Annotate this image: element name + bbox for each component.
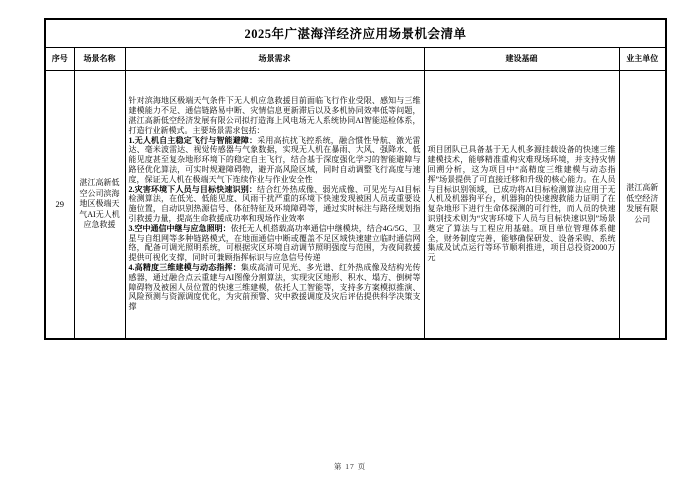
column-header-scenario-demand: 场景需求 (125, 47, 424, 70)
demand-item-4 (129, 263, 421, 312)
cell-scenario-demand (125, 70, 424, 339)
demand-item-1-label: 1.无人机自主稳定飞行与智能避障： (128, 135, 258, 145)
demand-intro: 针对滨海地区极端天气条件下无人机应急救援目前面临飞行作业受限、感知与三维建模能力不足、通信链路易中断、灾情信息更新滞后以及多机协同效率低等问题，湛江高新低空经济发展有限公司拟打造海上风电场无人系统协同AI智能巡检体系，打造行业新模式。主要场景需求包括： (128, 96, 421, 135)
table-header-row (45, 47, 666, 70)
cell-foundation (424, 70, 619, 339)
demand-item-1 (129, 136, 421, 185)
foundation-text: 项目团队已具备基于无人机多源挂载设备的快速三维建模技术，能够精准重构灾难现场环境，并支持灾情回溯分析，这为项目中“高精度三维建模与动态指挥”场景提供了可直接迁移和升级的核心能力。在人员与目标识别领域，已成功将AI目标检测算法应用于无人机及机器狗平台，机器狗的快速搜救能力证明了在复杂地形下进行生命体探测的可行性，而人员的快速识别技术则为“灾害环境下人员与目标快速识别”场景奠定了算法与工程应用基础。项目单位管理体系健全，财务制度完善，能够确保研发、设备采购、系统集成及试点运行等环节顺利推进，项目总投资2000万元 (427, 145, 616, 263)
cell-scenario-name: 湛江高新低空公司滨海地区极端天气AI无人机应急救援 (74, 70, 125, 339)
cell-owner-unit: 湛江高新低空经济发展有限公司 (619, 70, 666, 339)
page-number: 第 17 页 (333, 462, 367, 471)
demand-item-2 (129, 185, 421, 224)
column-header-owner: 业主单位 (619, 47, 666, 70)
demand-item-3-label: 3.空中通信中继与应急照明： (128, 223, 231, 233)
demand-item-4-label: 4.高精度三维建模与动态指挥： (128, 263, 241, 273)
column-header-index: 序号 (45, 47, 74, 70)
demand-item-1-text: 采用高抗扰飞控系统，融合惯性导航、激光雷达、毫米波雷达、视觉传感器与气象数据，实现无人机在暴雨、大风、强降水、低能见度甚至复杂地形环境下的稳定自主飞行，结合基于深度强化学习的智能避障与路径优化算法，可实时规避障碍物，避开高风险区域，同时自动调整飞行高度与速度，保证无人机在极端天气下连续作业与作业安全性 (128, 135, 421, 184)
demand-item-4-text: 集成高清可见光、多光谱、红外热成像及结构光传感器，通过融合点云重建与AI图像分割算法，实现灾区地形、积水、塌方、倒树等障碍物及被困人员位置的快速三维建模，依托人工智能等，支持多方案模拟推演、风险预测与资源调度优化，为灾前预警、灾中救援调度及灾后评估提供科学决策支撑 (128, 263, 421, 312)
demand-item-3 (129, 224, 421, 263)
opportunity-table (44, 18, 667, 340)
demand-item-3-text: 依托无人机搭载高功率通信中继模块，结合4G/5G、卫星与自组网等多种链路模式，在地面通信中断或覆盖不足区域快速建立临时通信网络，配备可调光照明系统，可根据灾区环境自动调节照明强度与范围，为夜间救援提供可视化支撑，同时可兼顾指挥标识与应急信号传递 (128, 223, 421, 263)
cell-row-index: 29 (45, 70, 74, 339)
demand-item-2-text: 结合红外热成像、弱光成像、可见光与AI目标检测算法，在低光、低能见度、风雨干扰严重的环境下快速发现被困人员或重要设施位置，自动识别热源信号、体征特征及环境障碍等，通过实时标注与路径规划指引救援力量，提高生命救援成功率和现场作业效率 (128, 184, 421, 224)
demand-item-2-label: 2.灾害环境下人员与目标快速识别： (128, 184, 258, 194)
column-header-foundation: 建设基础 (424, 47, 619, 70)
table-row (45, 70, 666, 339)
column-header-scenario-name: 场景名称 (74, 47, 125, 70)
table-title: 2025年广湛海洋经济应用场景机会清单 (45, 19, 666, 47)
scenario-demand-text (129, 96, 421, 312)
table-title-row (45, 19, 666, 47)
